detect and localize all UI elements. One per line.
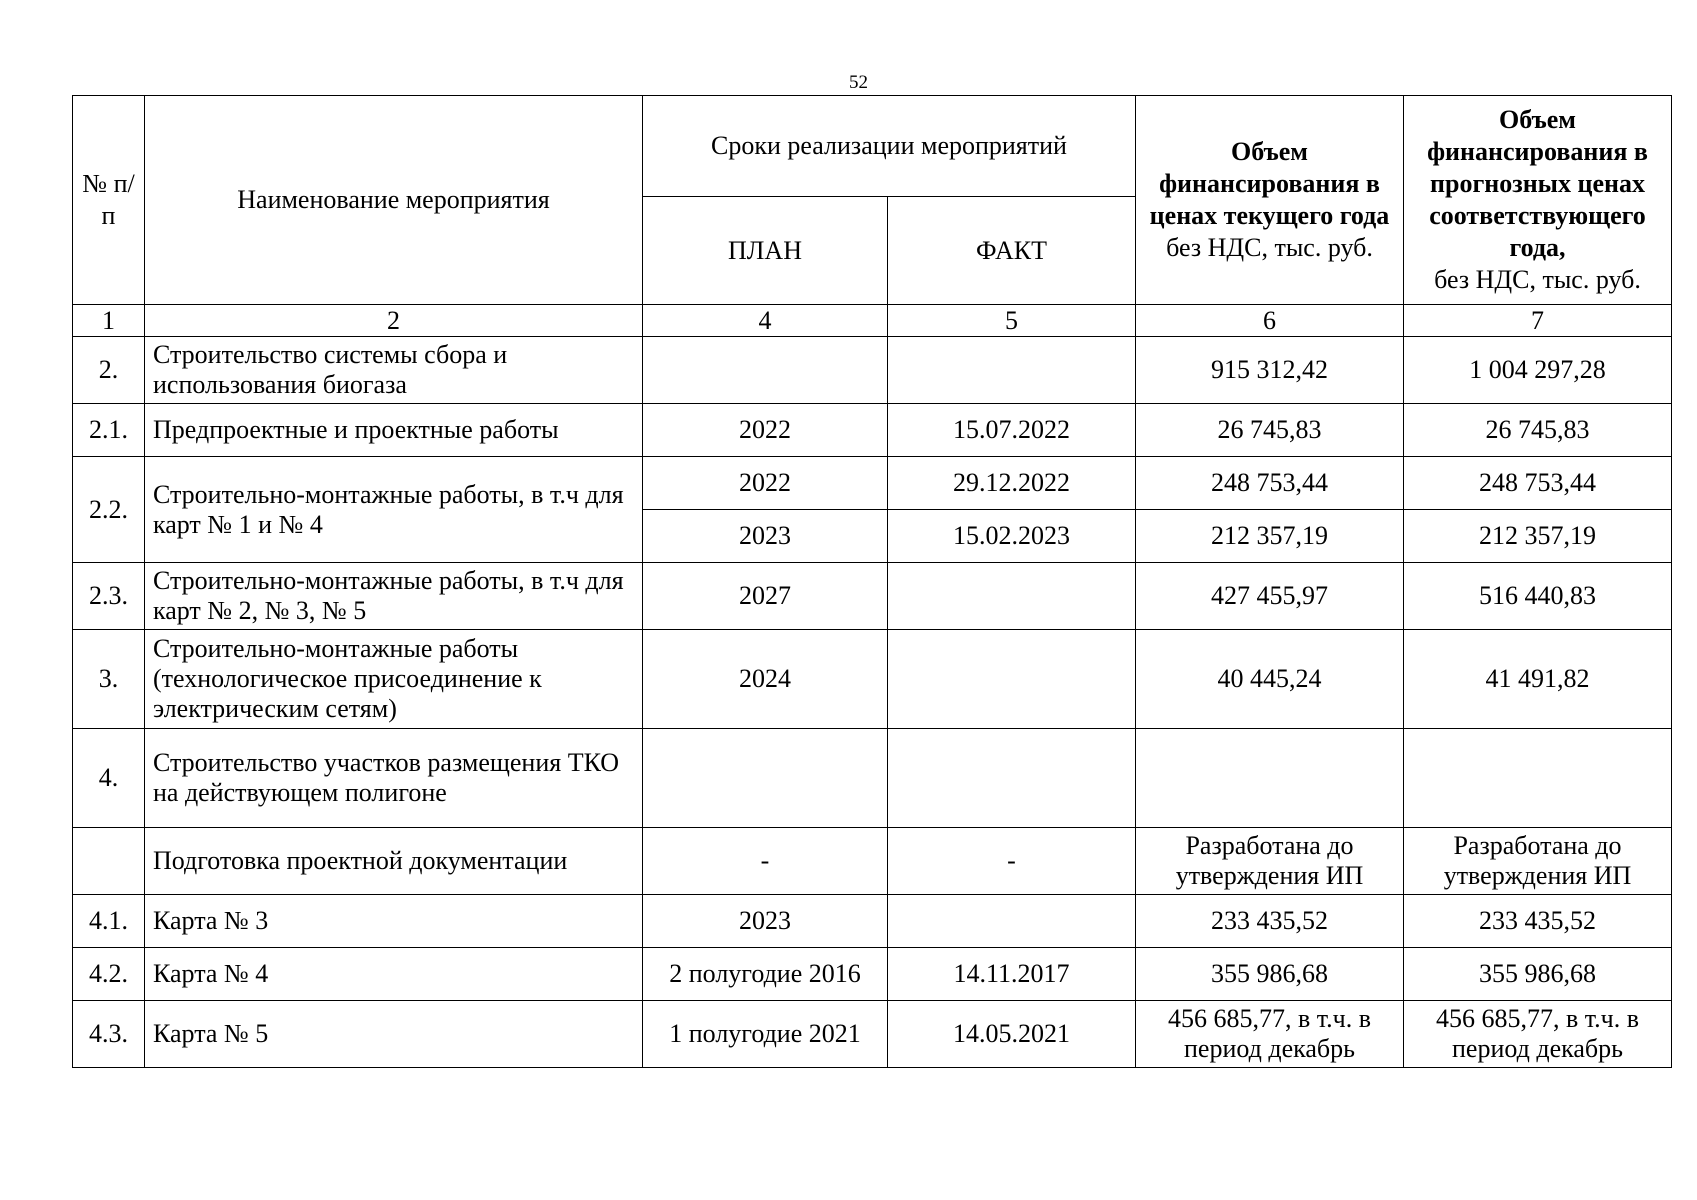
row-cost-current: 40 445,24	[1136, 630, 1404, 729]
row-plan: -	[643, 828, 888, 895]
row-no: 4.3.	[73, 1001, 145, 1068]
row-fact	[888, 729, 1136, 828]
column-number: 5	[888, 305, 1136, 337]
row-cost-forecast: 41 491,82	[1404, 630, 1672, 729]
header-fact: ФАКТ	[888, 197, 1136, 305]
row-name: Карта № 3	[145, 895, 643, 948]
table-row	[73, 828, 1672, 895]
row-no: 2.1.	[73, 404, 145, 457]
row-cost-current: 248 753,44	[1136, 457, 1404, 510]
row-cost-current: 26 745,83	[1136, 404, 1404, 457]
row-no	[73, 828, 145, 895]
row-plan: 2022	[643, 404, 888, 457]
column-number: 2	[145, 305, 643, 337]
header-plan: ПЛАН	[643, 197, 888, 305]
row-no: 3.	[73, 630, 145, 729]
table-row	[73, 337, 1672, 404]
table-row	[73, 895, 1672, 948]
row-fact: 14.11.2017	[888, 948, 1136, 1001]
row-name: Карта № 4	[145, 948, 643, 1001]
row-cost-current: 233 435,52	[1136, 895, 1404, 948]
row-name: Строительство системы сбора и использования биогаза	[145, 337, 643, 404]
row-no: 4.	[73, 729, 145, 828]
table-row	[73, 404, 1672, 457]
row-cost-forecast: 212 357,19	[1404, 510, 1672, 563]
row-plan: 2022	[643, 457, 888, 510]
row-name: Подготовка проектной документации	[145, 828, 643, 895]
row-cost-current: 915 312,42	[1136, 337, 1404, 404]
row-cost-current: 355 986,68	[1136, 948, 1404, 1001]
row-name: Карта № 5	[145, 1001, 643, 1068]
row-fact: 15.07.2022	[888, 404, 1136, 457]
row-cost-current: 212 357,19	[1136, 510, 1404, 563]
row-fact	[888, 630, 1136, 729]
row-name: Строительно-монтажные работы, в т.ч для карт № 1 и № 4	[145, 457, 643, 563]
row-no: 4.2.	[73, 948, 145, 1001]
row-fact	[888, 337, 1136, 404]
row-fact: -	[888, 828, 1136, 895]
row-name: Строительно-монтажные работы (технологическое присоединение к электрическим сетям)	[145, 630, 643, 729]
row-fact: 14.05.2021	[888, 1001, 1136, 1068]
header-cost-forecast-unit: без НДС, тыс. руб.	[1434, 265, 1641, 294]
investment-table	[72, 95, 1672, 1068]
header-cost-forecast-title: Объем финансирования в прогнозных ценах соответствующего года,	[1427, 105, 1648, 262]
table-row	[73, 948, 1672, 1001]
row-fact: 15.02.2023	[888, 510, 1136, 563]
column-number: 6	[1136, 305, 1404, 337]
row-cost-forecast: 355 986,68	[1404, 948, 1672, 1001]
row-plan: 2024	[643, 630, 888, 729]
row-cost-forecast	[1404, 729, 1672, 828]
table-row	[73, 630, 1672, 729]
header-cost-current-unit: без НДС, тыс. руб.	[1166, 233, 1373, 262]
row-plan: 2023	[643, 510, 888, 563]
row-plan: 2023	[643, 895, 888, 948]
header-no: № п/п	[73, 96, 145, 305]
header-period: Сроки реализации мероприятий	[643, 96, 1136, 197]
table-row	[73, 563, 1672, 630]
row-plan: 2 полугодие 2016	[643, 948, 888, 1001]
row-fact	[888, 563, 1136, 630]
row-no: 2.3.	[73, 563, 145, 630]
row-cost-current	[1136, 729, 1404, 828]
row-cost-forecast: 26 745,83	[1404, 404, 1672, 457]
table-row	[73, 729, 1672, 828]
column-number: 4	[643, 305, 888, 337]
row-no: 2.	[73, 337, 145, 404]
row-no: 2.2.	[73, 457, 145, 563]
row-cost-forecast: 248 753,44	[1404, 457, 1672, 510]
row-cost-forecast: 456 685,77, в т.ч. в период декабрь	[1404, 1001, 1672, 1068]
row-fact: 29.12.2022	[888, 457, 1136, 510]
row-cost-forecast: 516 440,83	[1404, 563, 1672, 630]
row-cost-forecast: 233 435,52	[1404, 895, 1672, 948]
row-plan: 2027	[643, 563, 888, 630]
row-cost-current: Разработана до утверждения ИП	[1136, 828, 1404, 895]
column-number: 1	[73, 305, 145, 337]
header-cost-current-title: Объем финансирования в ценах текущего года	[1149, 137, 1390, 230]
row-cost-current: 456 685,77, в т.ч. в период декабрь	[1136, 1001, 1404, 1068]
header-cost-current	[1136, 96, 1404, 305]
row-plan	[643, 337, 888, 404]
row-plan	[643, 729, 888, 828]
row-cost-current: 427 455,97	[1136, 563, 1404, 630]
row-name: Предпроектные и проектные работы	[145, 404, 643, 457]
table-row	[73, 1001, 1672, 1068]
header-name: Наименование мероприятия	[145, 96, 643, 305]
row-fact	[888, 895, 1136, 948]
row-cost-forecast: Разработана до утверждения ИП	[1404, 828, 1672, 895]
row-name: Строительно-монтажные работы, в т.ч для карт № 2, № 3, № 5	[145, 563, 643, 630]
row-cost-forecast: 1 004 297,28	[1404, 337, 1672, 404]
table-row	[73, 457, 1672, 510]
page-number: 52	[849, 72, 868, 93]
row-plan: 1 полугодие 2021	[643, 1001, 888, 1068]
column-number: 7	[1404, 305, 1672, 337]
row-no: 4.1.	[73, 895, 145, 948]
row-name: Строительство участков размещения ТКО на действующем полигоне	[145, 729, 643, 828]
header-cost-forecast	[1404, 96, 1672, 305]
